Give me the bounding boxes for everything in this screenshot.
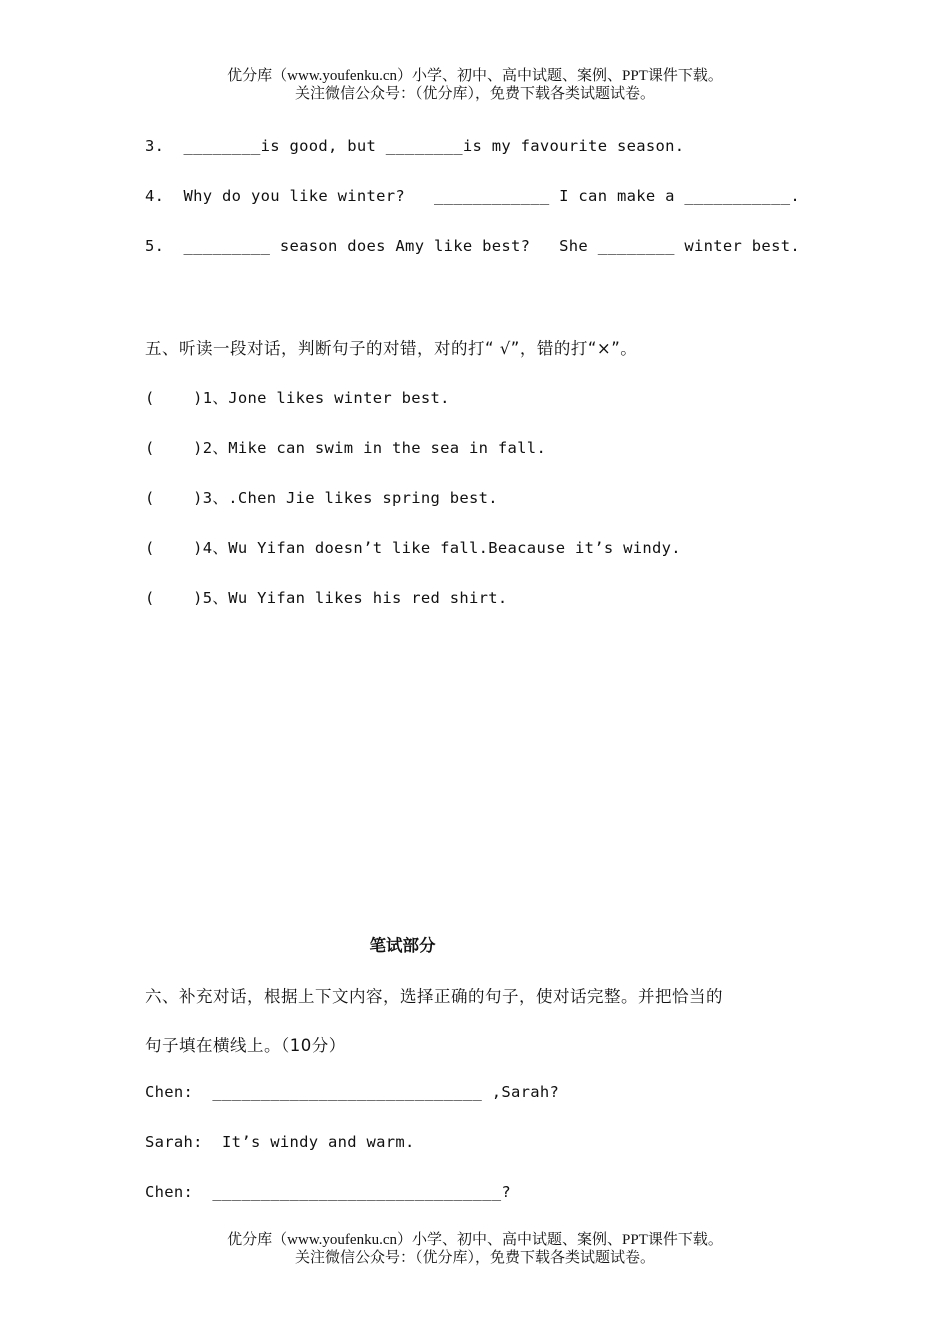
footer-line-2: 关注微信公众号：（优分库），免费下载各类试题试卷。: [294, 1250, 655, 1266]
section-6-title-line-2: 句子填在横线上。（10分）: [145, 1036, 346, 1055]
section-6-title-line-1: 六、补充对话，根据上下文内容，选择正确的句子，使对话完整。并把恰当的: [145, 987, 723, 1006]
judge-item-3: ( )3、.Chen Jie likes spring best.: [145, 489, 498, 507]
header-line-2: 关注微信公众号：（优分库），免费下载各类试题试卷。: [294, 86, 655, 102]
fill-item-3: 3. ________is good, but ________is my favourite season.: [145, 137, 685, 155]
dialogue-line-3: Chen: ______________________________?: [145, 1183, 512, 1201]
written-part-title: 笔试部分: [369, 936, 436, 955]
page-header: [0, 67, 950, 103]
fill-item-4: 4. Why do you like winter? ____________ I can make a ___________.: [145, 187, 800, 205]
header-line-1: 优分库（www.youfenku.cn）小学、初中、高中试题、案例、PPT课件下载。: [227, 68, 723, 84]
judge-item-2: ( )2、Mike can swim in the sea in fall.: [145, 439, 547, 457]
judge-item-1: ( )1、Jone likes winter best.: [145, 389, 450, 407]
dialogue-line-1: Chen: ____________________________ ,Sarah?: [145, 1083, 560, 1101]
section-5-title: 五、听读一段对话，判断句子的对错，对的打“ √”，错的打“×”。: [145, 339, 638, 358]
fill-item-5: 5. _________ season does Amy like best? She ________ winter best.: [145, 237, 800, 255]
judge-item-4: ( )4、Wu Yifan doesn’t like fall.Beacause it’s windy.: [145, 539, 681, 557]
footer-line-1: 优分库（www.youfenku.cn）小学、初中、高中试题、案例、PPT课件下载。: [227, 1232, 723, 1248]
dialogue-line-2: Sarah: It’s windy and warm.: [145, 1133, 415, 1151]
page-footer: [0, 1231, 950, 1267]
judge-item-5: ( )5、Wu Yifan likes his red shirt.: [145, 589, 508, 607]
